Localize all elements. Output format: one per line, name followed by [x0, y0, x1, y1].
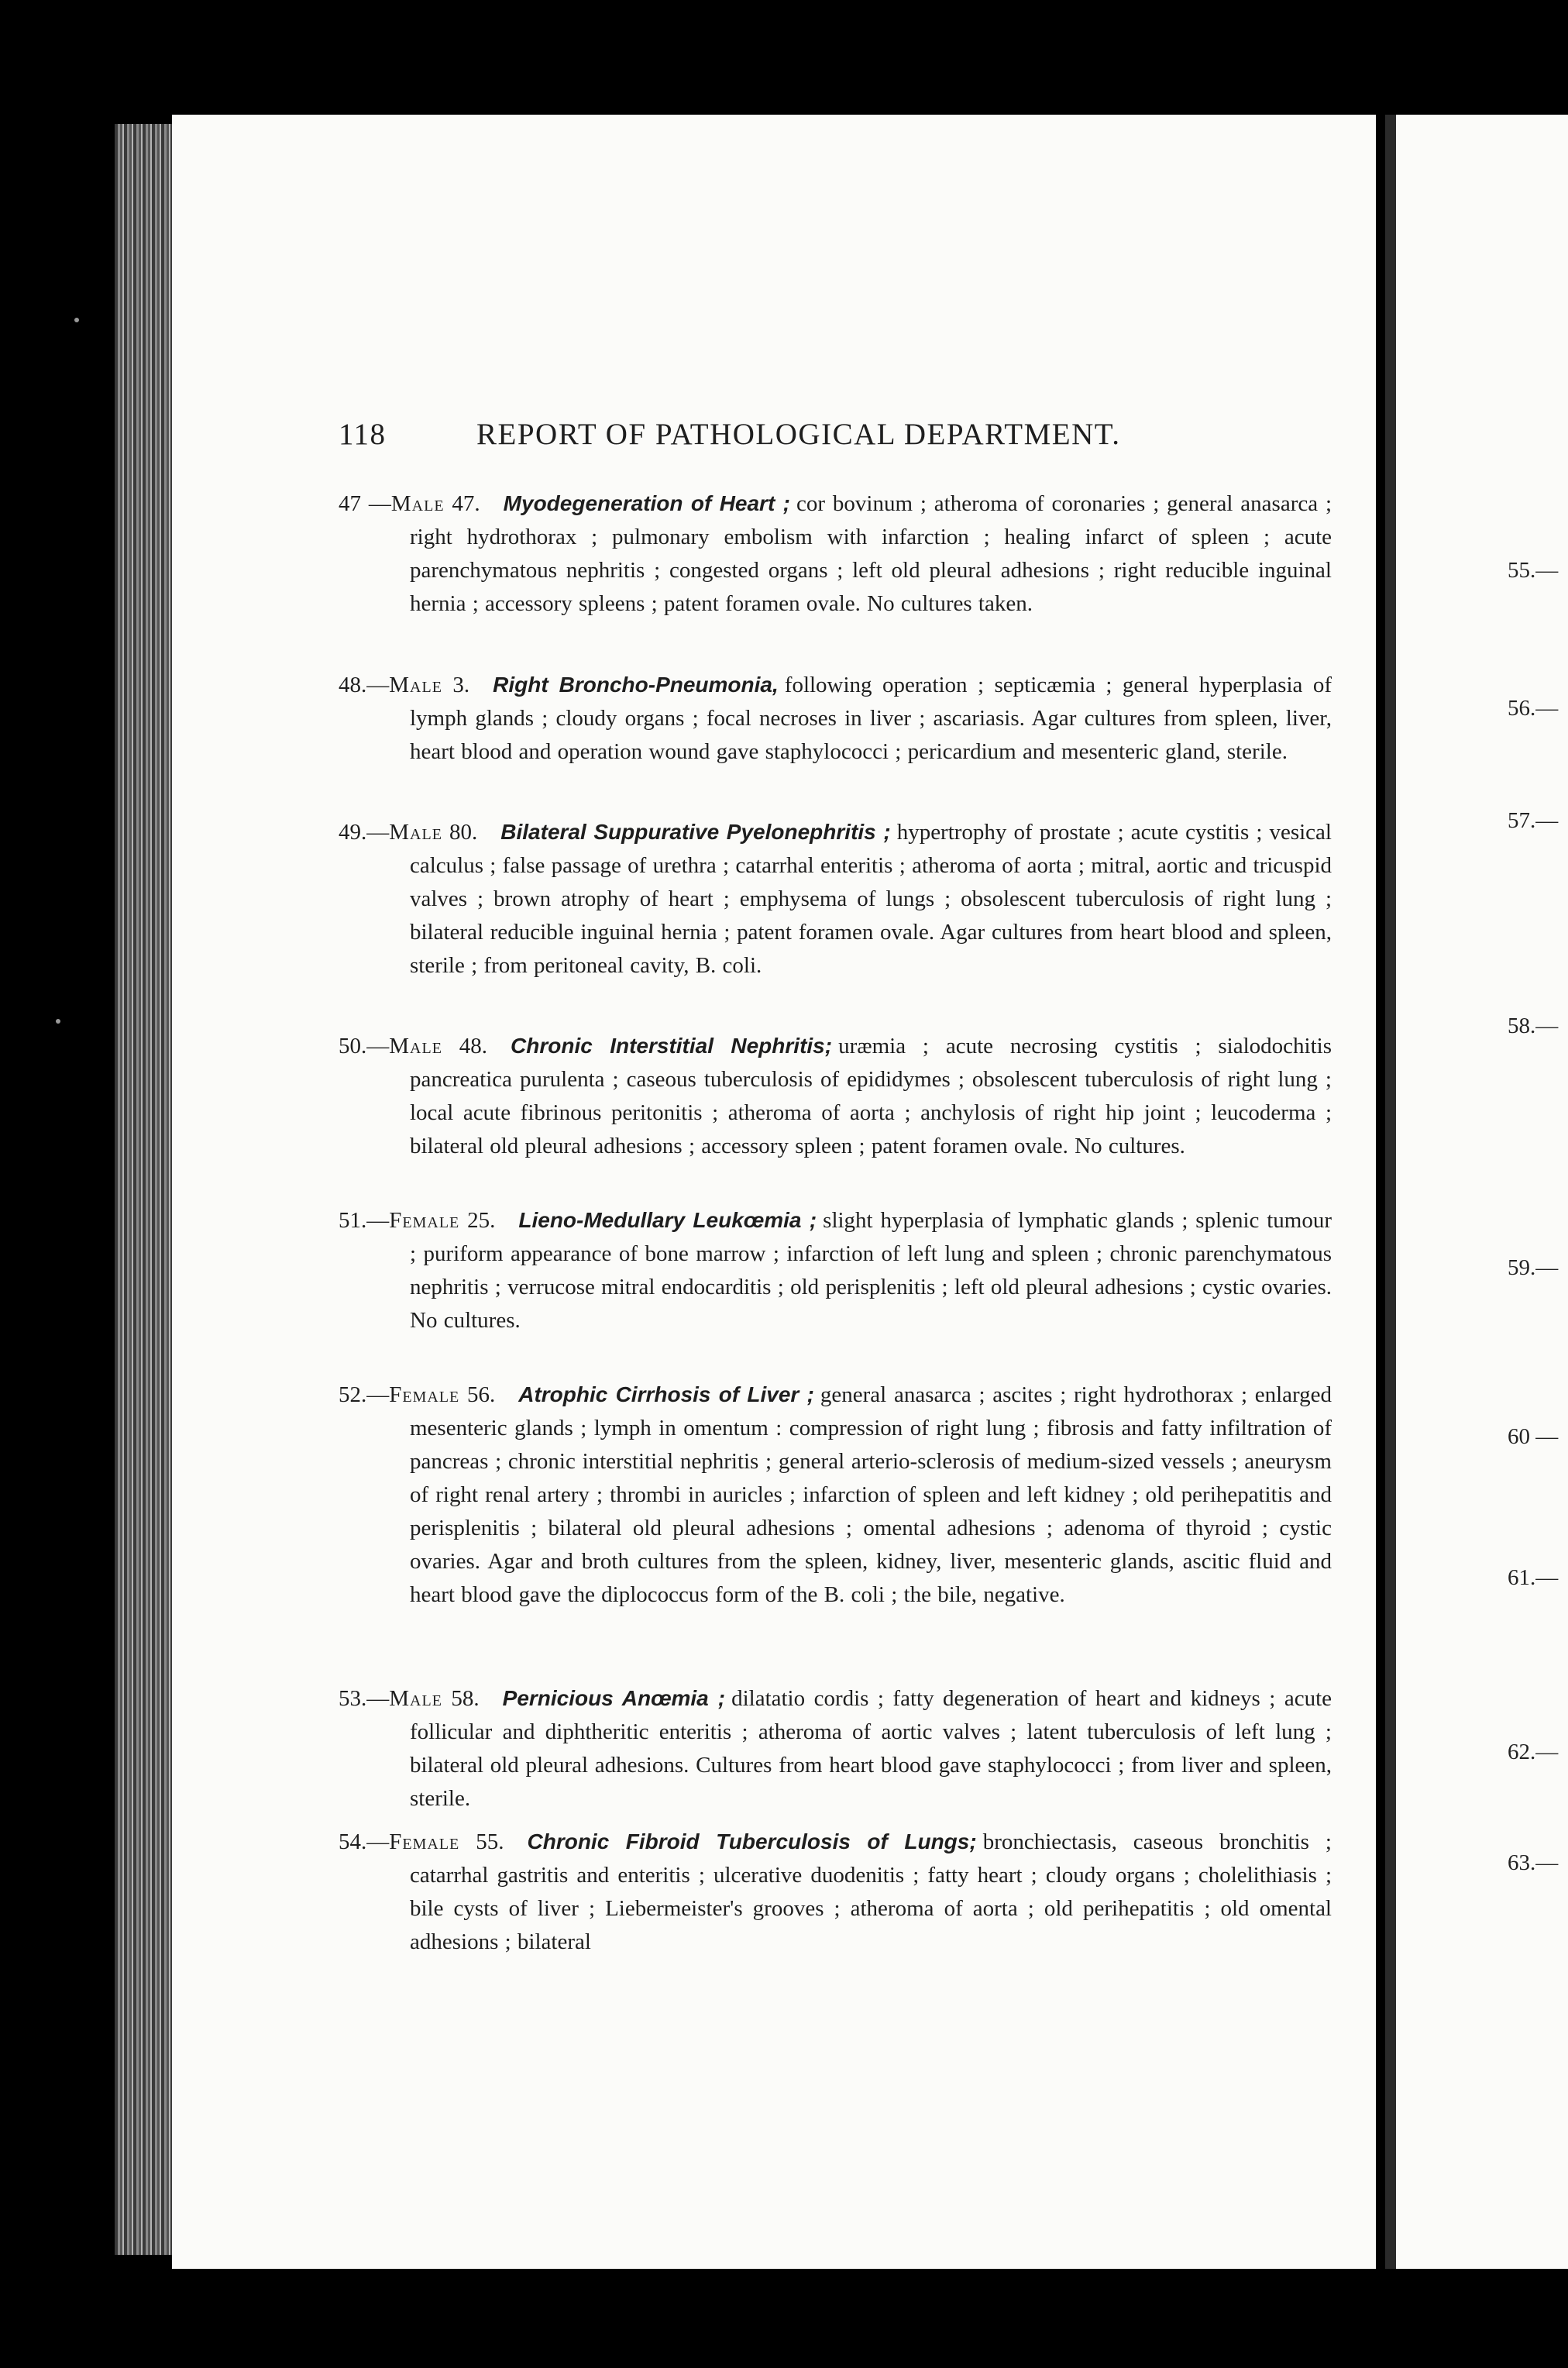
- scan-speck: [74, 318, 79, 322]
- case-findings: hypertrophy of prostate ; acute cystitis ; vesical calculus ; false passage of urethra ; catarrhal enteritis ; atheroma of aorta ; mitral, aortic and tricuspid valves ; brown atrophy of heart ; emphysema of lungs ; obsolescent tuberculosis of right lung ; bilateral reducible inguinal hernia ; patent foramen ovale. Agar cultures from heart blood and spleen, sterile ; from peritoneal cavity, B. coli.: [410, 820, 1332, 978]
- case-entry: [339, 1681, 1332, 1816]
- case-diagnosis: Chronic Fibroid Tuberculosis of Lungs;: [527, 1829, 977, 1853]
- case-sex: Female: [389, 1208, 460, 1233]
- facing-case-number: 62.—: [1508, 1740, 1559, 1764]
- case-findings: uræmia ; acute necrosing cystitis ; sialodochitis pancreatica purulenta ; caseous tuberculosis of epididymes ; obsolescent tuberculosis of right lung ; local acute fibrinous peritonitis ; atheroma of aorta ; anchylosis of right hip joint ; leucoderma ; bilateral old pleural adhesions ; accessory spleen ; patent foramen ovale. No cultures.: [410, 1034, 1332, 1158]
- facing-case-number: 63.—: [1508, 1850, 1559, 1875]
- case-entry: [339, 1825, 1332, 1959]
- case-entry: [339, 815, 1332, 983]
- case-findings: following operation ; septicæmia ; general hyperplasia of lymph glands ; cloudy organs ; focal necroses in liver ; ascariasis. Agar cultures from spleen, liver, heart blood and operation wound gave staphylococci ; pericardium and mesenteric gland, sterile.: [410, 673, 1332, 764]
- case-number: 49.—: [339, 820, 390, 845]
- case-findings: dilatatio cordis ; fatty degeneration of heart and kidneys ; acute follicular and diphtheritic enteritis ; atheroma of aortic valves ; latent tuberculosis of left lung ; bilateral old pleural adhesions. Cultures from heart blood gave staphylococci ; from liver and spleen, sterile.: [410, 1686, 1332, 1811]
- facing-page: [1385, 115, 1568, 2269]
- case-sex: Male: [389, 1034, 442, 1058]
- case-number: 48.—: [339, 673, 390, 697]
- case-age: 25.: [467, 1208, 496, 1233]
- case-findings: slight hyperplasia of lymphatic glands ; splenic tumour ; puriform appearance of bone marrow ; infarction of left lung and spleen ; chronic parenchymatous nephritis ; verrucose mitral endocarditis ; old perisplenitis ; left old pleural adhesions ; cystic ovaries. No cultures.: [410, 1208, 1332, 1333]
- facing-case-number: 58.—: [1508, 1014, 1559, 1038]
- case-findings: general anasarca ; ascites ; right hydrothorax ; enlarged mesenteric glands ; lymph in omentum : compression of right lung ; fibrosis and fatty infiltration of pancreas ; chronic interstitial nephritis ; general arterio-sclerosis of medium-sized vessels ; aneurysm of right renal artery ; thrombi in auricles ; infarction of spleen and left kidney ; old perihepatitis and perisplenitis ; bilateral old pleural adhesions ; omental adhesions ; adenoma of thyroid ; cystic ovaries. Agar and broth cultures from the spleen, kidney, liver, mesenteric glands, ascitic fluid and heart blood gave the diplococcus form of the B. coli ; the bile, negative.: [410, 1382, 1332, 1607]
- case-number: 51.—: [339, 1208, 390, 1233]
- case-diagnosis: Myodegeneration of Heart ;: [503, 491, 790, 515]
- case-number: 53.—: [339, 1686, 390, 1711]
- facing-case-number: 57.—: [1508, 808, 1559, 833]
- case-number: 47 —: [339, 491, 391, 516]
- case-number: 50.—: [339, 1034, 390, 1058]
- facing-case-number: 56.—: [1508, 696, 1559, 721]
- case-diagnosis: Right Broncho-Pneumonia,: [493, 673, 779, 697]
- page-header: [339, 417, 1175, 463]
- case-diagnosis: Chronic Interstitial Nephritis;: [511, 1034, 833, 1058]
- case-diagnosis: Pernicious Anœmia ;: [502, 1686, 726, 1710]
- case-entry: [339, 668, 1332, 769]
- case-age: 58.: [451, 1686, 480, 1711]
- case-sex: Male: [389, 820, 442, 845]
- case-entry: [339, 1029, 1332, 1163]
- case-findings: cor bovinum ; atheroma of coronaries ; general anasarca ; right hydrothorax ; pulmonary embolism with infarction ; healing infarct of spleen ; acute parenchymatous nephritis ; congested organs ; left old pleural adhesions ; right reducible inguinal hernia ; accessory spleens ; patent foramen ovale. No cultures taken.: [410, 491, 1332, 616]
- case-age: 3.: [452, 673, 470, 697]
- case-entry: [339, 1203, 1332, 1337]
- case-number: 54.—: [339, 1829, 390, 1854]
- running-title: REPORT OF PATHOLOGICAL DEPARTMENT.: [476, 418, 1121, 451]
- case-age: 55.: [476, 1829, 504, 1854]
- case-entry: [339, 487, 1332, 621]
- case-age: 80.: [449, 820, 478, 845]
- scan-speck: [56, 1019, 60, 1024]
- case-age: 47.: [452, 491, 480, 516]
- facing-case-number: 60 —: [1508, 1424, 1559, 1449]
- case-age: 48.: [459, 1034, 488, 1058]
- case-sex: Female: [389, 1382, 460, 1407]
- case-diagnosis: Atrophic Cirrhosis of Liver ;: [518, 1382, 814, 1406]
- case-diagnosis: Bilateral Suppurative Pyelonephritis ;: [500, 820, 891, 844]
- case-findings: bronchiectasis, caseous bronchitis ; catarrhal gastritis and enteritis ; ulcerative duodenitis ; fatty heart ; cloudy organs ; cholelithiasis ; bile cysts of liver ; Liebermeister's grooves ; atheroma of aorta ; old perihepatitis ; old omental adhesions ; bilateral: [410, 1829, 1332, 1954]
- facing-case-number: 55.—: [1508, 558, 1559, 583]
- case-sex: Male: [389, 1686, 442, 1711]
- book-spine: [115, 124, 177, 2255]
- facing-case-number: 61.—: [1508, 1565, 1559, 1590]
- case-entry: [339, 1378, 1332, 1612]
- case-number: 52.—: [339, 1382, 390, 1407]
- case-diagnosis: Lieno-Medullary Leukœmia ;: [518, 1208, 817, 1232]
- facing-case-number: 59.—: [1508, 1255, 1559, 1280]
- case-sex: Male: [390, 491, 445, 516]
- case-sex: Female: [389, 1829, 460, 1854]
- case-age: 56.: [466, 1382, 496, 1407]
- page-number: 118: [339, 418, 387, 451]
- case-sex: Male: [389, 673, 442, 697]
